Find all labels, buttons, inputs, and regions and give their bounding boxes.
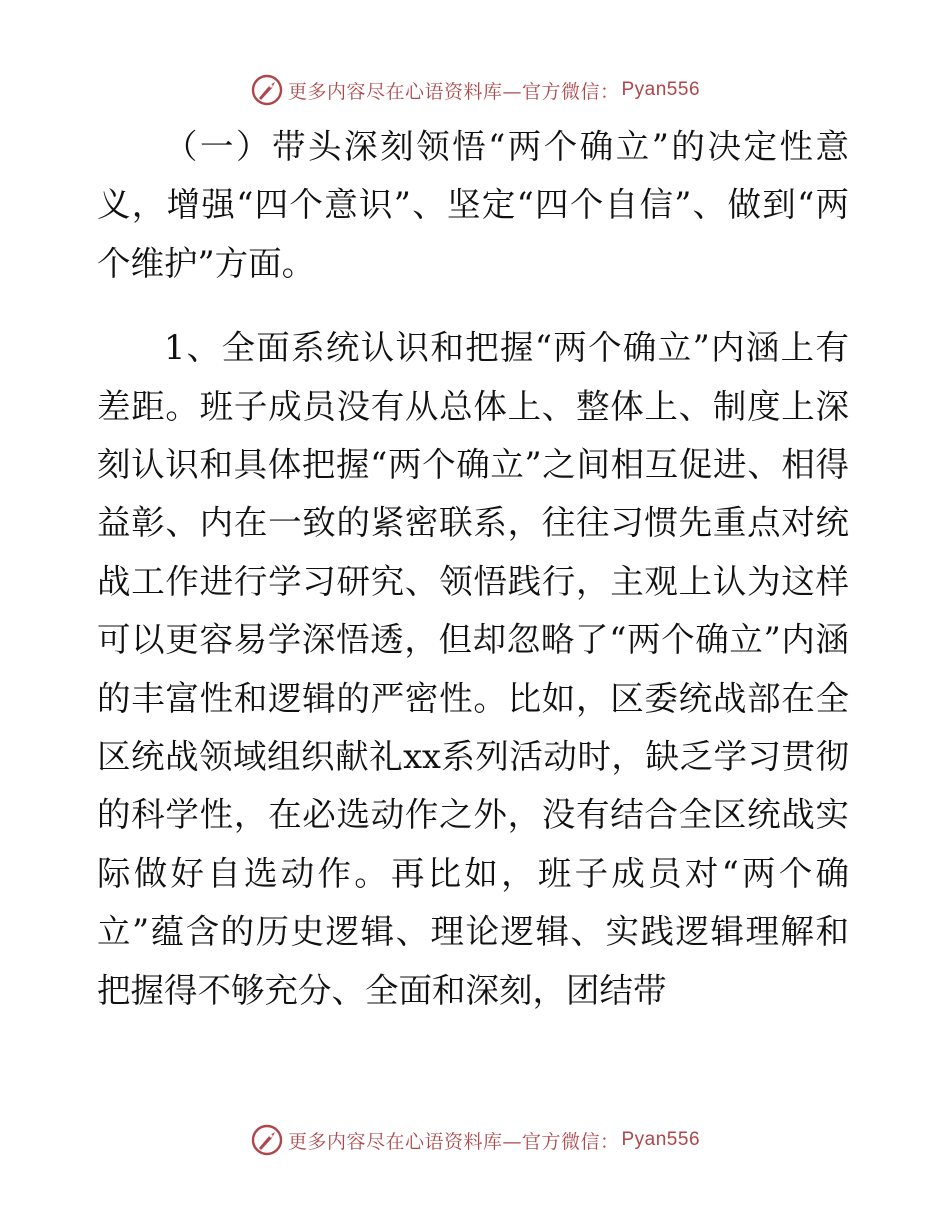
watermark-text: 更多内容尽在心语资料库—官方微信： (287, 1130, 620, 1153)
watermark-wechat-id: Pyan556 (621, 1129, 701, 1150)
watermark-text: 更多内容尽在心语资料库—官方微信： (287, 80, 620, 103)
section-heading: （一）带头深刻领悟“两个确立”的决定性意义，增强“四个意识”、坚定“四个自信”、做到“两个维护”方面。 (97, 127, 849, 283)
footer-watermark (0, 1120, 950, 1160)
pen-nib-circle-icon (250, 1123, 284, 1157)
watermark-wechat-id: Pyan556 (621, 79, 701, 100)
pen-nib-circle-icon (250, 73, 284, 107)
document-body (97, 118, 849, 1020)
header-watermark (0, 70, 950, 110)
body-paragraph: 1、全面系统认识和把握“两个确立”内涵上有差距。班子成员没有从总体上、整体上、制度上深刻认识和具体把握“两个确立”之间相互促进、相得益彰、内在一致的紧密联系，往往习惯先重点对统战工作进行学习研究、领悟践行，主观上认为这样可以更容易学深悟透，但却忽略了“两个确立”内涵的丰富性和逻辑的严密性。比如，区委统战部在全区统战领域组织献礼xx系列活动时，缺乏学习贯彻的科学性，在必选动作之外，没有结合全区统战实际做好自选动作。再比如，班子成员对“两个确立”蕴含的历史逻辑、理论逻辑、实践逻辑理解和把握得不够充分、全面和深刻，团结带 (97, 328, 849, 1010)
